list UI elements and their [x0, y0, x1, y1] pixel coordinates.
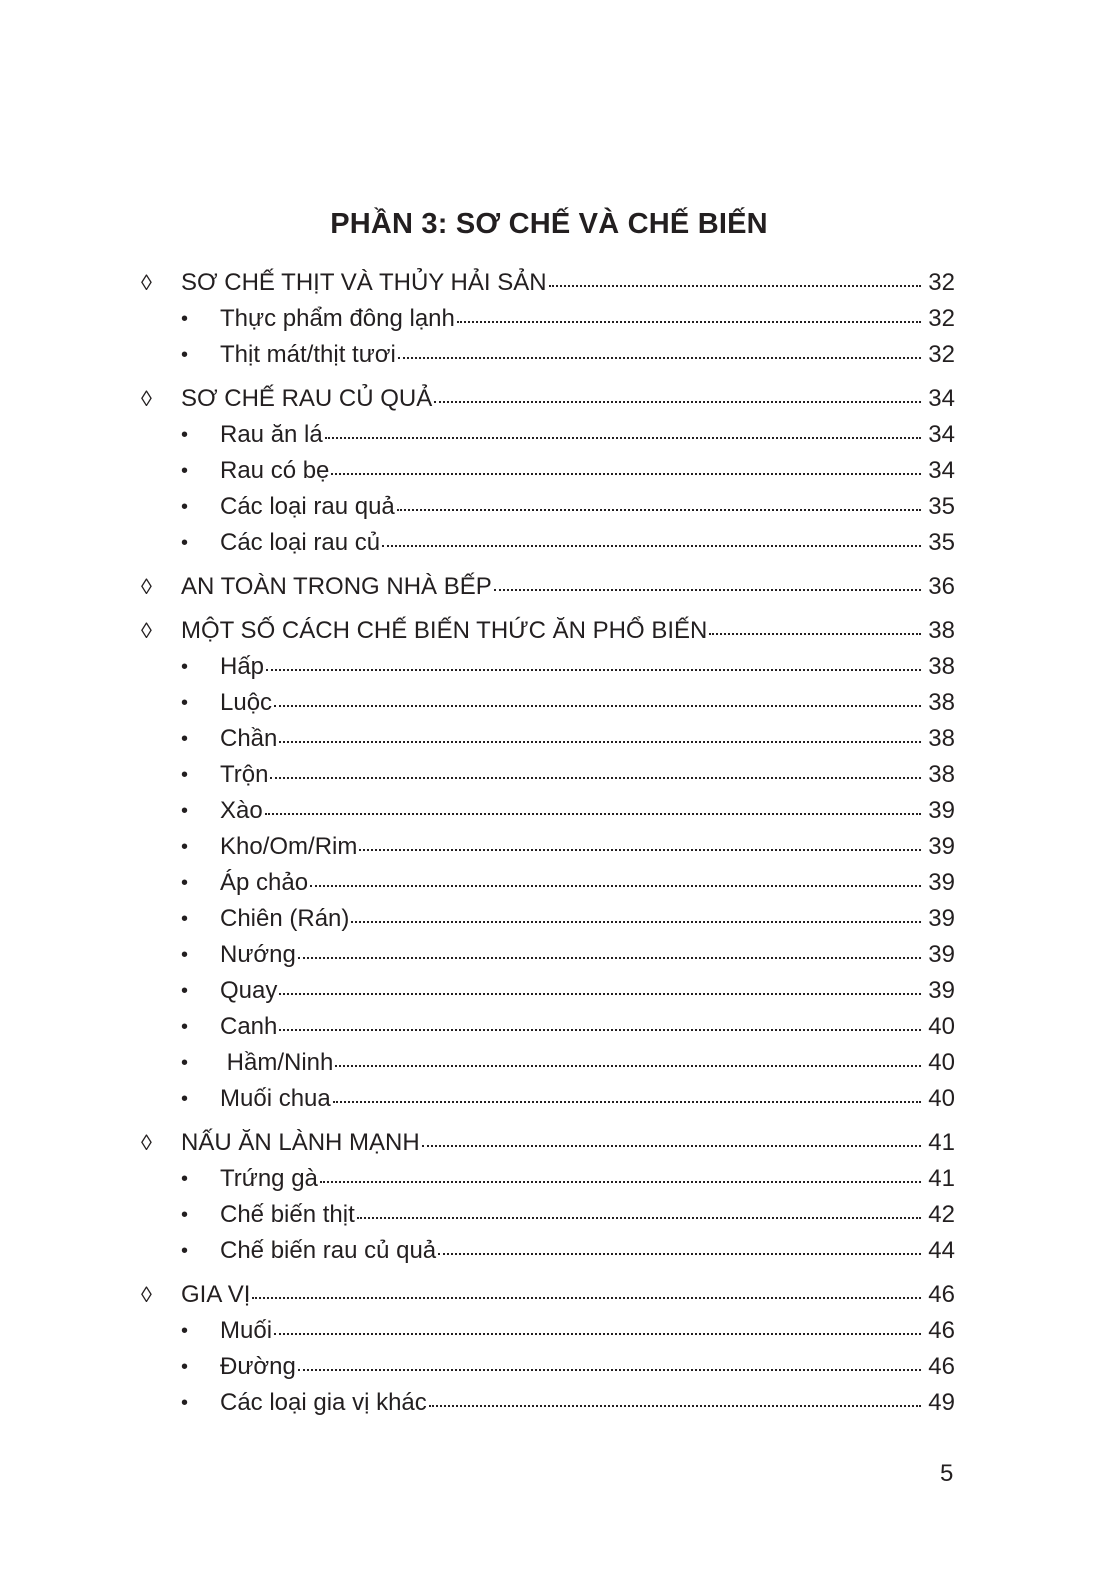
toc-item — [0, 1313, 1103, 1349]
bullet-icon: • — [181, 692, 189, 714]
toc-item — [0, 1197, 1103, 1233]
toc-item-title: Thực phẩm đông lạnh — [220, 305, 455, 332]
toc-item-title: Đường — [220, 1353, 296, 1380]
toc-page-number: 41 — [928, 1165, 955, 1192]
toc-item — [0, 1233, 1103, 1269]
dot-leader — [382, 544, 921, 547]
dot-leader — [429, 1404, 921, 1407]
bullet-icon: • — [181, 424, 189, 446]
toc-item — [0, 1161, 1103, 1197]
toc-page-number: 34 — [928, 421, 955, 448]
toc-item-title: Xào — [220, 797, 263, 824]
toc-section-title: AN TOÀN TRONG NHÀ BẾP — [181, 573, 492, 600]
bullet-icon: • — [181, 1052, 189, 1074]
toc-item-title: Trộn — [220, 761, 269, 788]
toc-item — [0, 685, 1103, 721]
toc-item — [0, 901, 1103, 937]
toc-page-number: 39 — [928, 905, 955, 932]
bullet-icon: • — [181, 532, 189, 554]
toc-section — [0, 1277, 1103, 1313]
dot-leader — [270, 776, 921, 779]
toc-item — [0, 1349, 1103, 1385]
dot-leader — [320, 1180, 921, 1183]
dot-leader — [359, 848, 921, 851]
toc-section-title: SƠ CHẾ THỊT VÀ THỦY HẢI SẢN — [181, 269, 547, 296]
dot-leader — [709, 632, 921, 635]
bullet-icon: • — [181, 908, 189, 930]
toc-item — [0, 1045, 1103, 1081]
bullet-icon: • — [181, 1392, 189, 1414]
toc-item — [0, 721, 1103, 757]
toc-page-number: 34 — [928, 385, 955, 412]
bullet-icon: • — [181, 308, 189, 330]
toc-item-title: Áp chảo — [220, 869, 309, 896]
dot-leader — [494, 588, 921, 591]
toc-page-number: 38 — [928, 761, 955, 788]
toc-page-number: 40 — [928, 1085, 955, 1112]
dot-leader — [422, 1144, 921, 1147]
toc-page-number: 38 — [928, 725, 955, 752]
dot-leader — [265, 812, 921, 815]
diamond-icon: ◊ — [141, 1282, 152, 1307]
toc-item-title: Rau ăn lá — [220, 421, 323, 448]
toc-item — [0, 1385, 1103, 1421]
dot-leader — [438, 1252, 921, 1255]
toc-item — [0, 489, 1103, 525]
bullet-icon: • — [181, 460, 189, 482]
dot-leader — [298, 956, 921, 959]
bullet-icon: • — [181, 1204, 189, 1226]
toc-item — [0, 1081, 1103, 1117]
bullet-icon: • — [181, 344, 189, 366]
bullet-icon: • — [181, 872, 189, 894]
dot-leader — [274, 704, 921, 707]
toc-item — [0, 301, 1103, 337]
toc-item — [0, 417, 1103, 453]
dot-leader — [252, 1296, 921, 1299]
toc-item-title: Hầm/Ninh — [220, 1049, 334, 1076]
toc-item — [0, 865, 1103, 901]
dot-leader — [351, 920, 921, 923]
page-title: PHẦN 3: SƠ CHẾ VÀ CHẾ BIẾN — [330, 208, 768, 240]
bullet-icon: • — [181, 656, 189, 678]
toc-page-number: 39 — [928, 977, 955, 1004]
toc-page-number: 39 — [928, 941, 955, 968]
bullet-icon: • — [181, 980, 189, 1002]
toc-page-number: 44 — [928, 1237, 955, 1264]
toc-section — [0, 381, 1103, 417]
toc-page-number: 38 — [928, 653, 955, 680]
dot-leader — [274, 1332, 921, 1335]
toc-item-title: Kho/Om/Rim — [220, 833, 358, 860]
toc-page-number: 35 — [928, 529, 955, 556]
toc-item — [0, 829, 1103, 865]
toc-item-title: Quay — [220, 977, 278, 1004]
toc-item-title: Nướng — [220, 941, 296, 968]
toc-item-title: Chế biến rau củ quả — [220, 1237, 437, 1264]
toc-item — [0, 793, 1103, 829]
dot-leader — [333, 1100, 921, 1103]
toc-section — [0, 1125, 1103, 1161]
toc-section-title: GIA VỊ — [181, 1281, 251, 1308]
toc-item-title: Các loại rau quả — [220, 493, 395, 520]
dot-leader — [331, 472, 921, 475]
bullet-icon: • — [181, 496, 189, 518]
toc-item-title: Trứng gà — [220, 1165, 318, 1192]
toc-page-number: 41 — [928, 1129, 955, 1156]
diamond-icon: ◊ — [141, 618, 152, 643]
toc-item-title: Thịt mát/thịt tươi — [220, 341, 396, 368]
toc-page-number: 35 — [928, 493, 955, 520]
toc-page-number: 32 — [928, 269, 955, 296]
toc-page-number: 46 — [928, 1281, 955, 1308]
dot-leader — [310, 884, 921, 887]
toc-section — [0, 613, 1103, 649]
bullet-icon: • — [181, 836, 189, 858]
bullet-icon: • — [181, 1356, 189, 1378]
toc-item — [0, 337, 1103, 373]
toc-item — [0, 453, 1103, 489]
dot-leader — [335, 1064, 921, 1067]
toc-item-title: Chần — [220, 725, 278, 752]
toc-item-title: Muối chua — [220, 1085, 331, 1112]
toc-item-title: Các loại gia vị khác — [220, 1389, 427, 1416]
toc-page-number: 32 — [928, 305, 955, 332]
diamond-icon: ◊ — [141, 270, 152, 295]
page-number: 5 — [940, 1460, 954, 1487]
toc-item — [0, 525, 1103, 561]
toc-page-number: 46 — [928, 1317, 955, 1344]
bullet-icon: • — [181, 1016, 189, 1038]
toc-item-title: Hấp — [220, 653, 265, 680]
table-of-contents — [0, 265, 1103, 1421]
toc-page-number: 39 — [928, 833, 955, 860]
toc-page-number: 36 — [928, 573, 955, 600]
toc-page-number: 46 — [928, 1353, 955, 1380]
bullet-icon: • — [181, 728, 189, 750]
bullet-icon: • — [181, 944, 189, 966]
toc-item-title: Rau có bẹ — [220, 457, 330, 484]
dot-leader — [357, 1216, 921, 1219]
dot-leader — [279, 992, 921, 995]
toc-page-number: 42 — [928, 1201, 955, 1228]
toc-page-number: 49 — [928, 1389, 955, 1416]
dot-leader — [457, 320, 921, 323]
bullet-icon: • — [181, 1320, 189, 1342]
toc-item-title: Các loại rau củ — [220, 529, 381, 556]
toc-page-number: 38 — [928, 689, 955, 716]
bullet-icon: • — [181, 1168, 189, 1190]
dot-leader — [298, 1368, 921, 1371]
toc-item-title: Luộc — [220, 689, 273, 716]
toc-page-number: 40 — [928, 1049, 955, 1076]
toc-section-title: SƠ CHẾ RAU CỦ QUẢ — [181, 385, 433, 412]
bullet-icon: • — [181, 800, 189, 822]
toc-section — [0, 569, 1103, 605]
toc-item — [0, 937, 1103, 973]
diamond-icon: ◊ — [141, 1130, 152, 1155]
toc-item-title: Muối — [220, 1317, 273, 1344]
toc-page-number: 39 — [928, 797, 955, 824]
bullet-icon: • — [181, 1240, 189, 1262]
diamond-icon: ◊ — [141, 386, 152, 411]
dot-leader — [279, 1028, 921, 1031]
toc-item-title: Chế biến thịt — [220, 1201, 355, 1228]
diamond-icon: ◊ — [141, 574, 152, 599]
bullet-icon: • — [181, 764, 189, 786]
toc-page-number: 40 — [928, 1013, 955, 1040]
toc-page-number: 39 — [928, 869, 955, 896]
toc-item — [0, 1009, 1103, 1045]
toc-item — [0, 757, 1103, 793]
toc-section-title: MỘT SỐ CÁCH CHẾ BIẾN THỨC ĂN PHỔ BIẾN — [181, 617, 708, 644]
dot-leader — [397, 508, 921, 511]
bullet-icon: • — [181, 1088, 189, 1110]
toc-item-title: Chiên (Rán) — [220, 905, 350, 932]
dot-leader — [266, 668, 921, 671]
toc-item — [0, 649, 1103, 685]
dot-leader — [398, 356, 921, 359]
dot-leader — [434, 400, 921, 403]
toc-page-number: 38 — [928, 617, 955, 644]
dot-leader — [549, 284, 921, 287]
toc-section-title: NẤU ĂN LÀNH MẠNH — [181, 1129, 420, 1156]
dot-leader — [325, 436, 921, 439]
toc-page-number: 32 — [928, 341, 955, 368]
dot-leader — [279, 740, 921, 743]
toc-item-title: Canh — [220, 1013, 278, 1040]
toc-item — [0, 973, 1103, 1009]
toc-section — [0, 265, 1103, 301]
toc-page-number: 34 — [928, 457, 955, 484]
